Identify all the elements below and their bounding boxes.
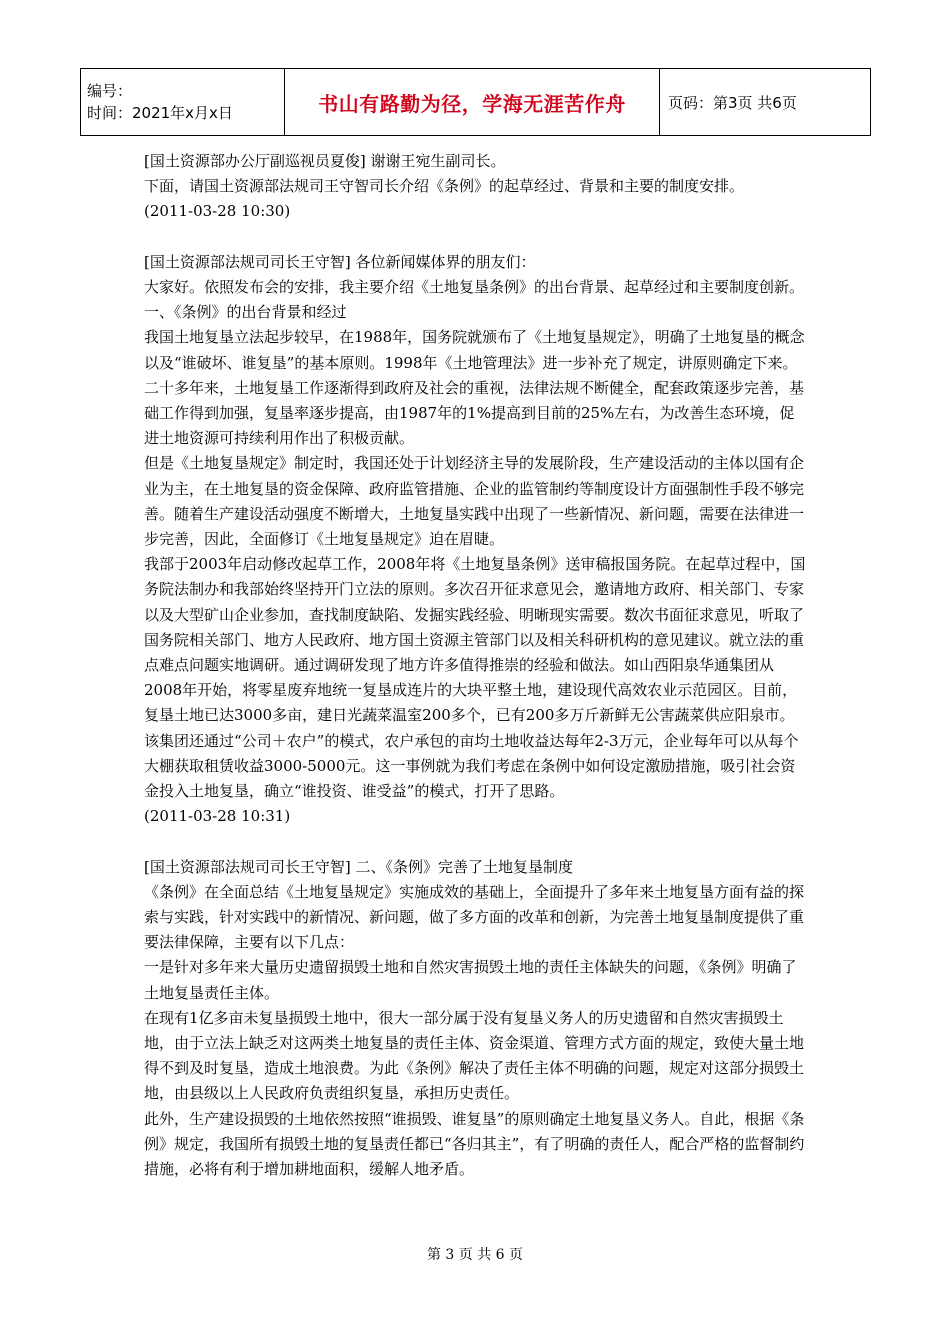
header-motto: 书山有路勤为径，学海无涯苦作舟 [318,91,626,116]
timestamp: (2011-03-28 10:31) [144,807,291,826]
paragraph: 但是《土地复垦规定》制定时，我国还处于计划经济主导的发展阶段，生产建设活动的主体以国有企业为主，在土地复垦的资金保障、政府监管措施、企业的监管制约等制度设计方面强制性手段不够完善。随着生产建设活动强度不断增大，土地复垦实践中出现了一些新情况、新问题，需要在法律进一步完善，因此，全面修订《土地复垦规定》迫在眉睫。 [144,454,805,549]
paragraph: 下面，请国土资源部法规司王守智司长介绍《条例》的起草经过、背景和主要的制度安排。 [144,177,745,196]
header-page-label: 页码：第3页 共6页 [668,93,797,112]
speaker-paragraph: [国土资源部法规司司长王守智] 各位新闻媒体界的朋友们： [144,252,536,271]
document-date-label: 时间：2021年x月x日 [87,104,233,122]
blank-line [144,225,808,250]
paragraph: 一是针对多年来大量历史遗留损毁土地和自然灾害损毁土地的责任主体缺失的问题，《条例》明确了土地复垦责任主体。 [144,958,797,1002]
paragraph: 大家好。依照发布会的安排，我主要介绍《土地复垦条例》的出台背景、起草经过和主要制度创新。 [144,278,805,296]
paragraph: 《条例》在全面总结《土地复垦规定》实施成效的基础上，全面提升了多年来土地复垦方面有益的探索与实践，针对实践中的新情况、新问题，做了多方面的改革和创新，为完善土地复垦制度提供了重要法律保障，主要有以下几点： [144,882,805,952]
speaker-paragraph: [国土资源部法规司司长王守智] 二、《条例》完善了土地复垦制度 [144,857,573,876]
header-left-cell [81,69,285,136]
header-motto-cell [285,69,660,136]
section-heading: 一、《条例》的出台背景和经过 [144,303,347,322]
paragraph: 我部于2003年启动修改起草工作，2008年将《土地复垦条例》送审稿报国务院。在起草过程中，国务院法制办和我部始终坚持开门立法的原则。多次召开征求意见会，邀请地方政府、相关部门、专家以及大型矿山企业参加，查找制度缺陷、发掘实践经验、明晰现实需要。数次书面征求意见，听取了国务院相关部门、地方人民政府、地方国土资源主管部门以及相关科研机构的意见建议。就立法的重点难点问题实地调研。通过调研发现了地方许多值得推崇的经验和做法。如山西阳泉华通集团从2008年开始，将零星废弃地统一复垦成连片的大块平整土地，建设现代高效农业示范园区。目前，复垦土地已达3000多亩，建日光蔬菜温室200多个，已有200多万斤新鲜无公害蔬菜供应阳泉市。该集团还通过“公司＋农户”的模式，农户承包的亩均土地收益达每年2-3万元，企业每年可以从每个大棚获取租赁收益3000-5000元。这一事例就为我们考虑在条例中如何设定激励措施，吸引社会资金投入土地复垦，确立“谁投资、谁受益”的模式，打开了思路。 [144,555,806,801]
paragraph: [国土资源部办公厅副巡视员夏俊] 谢谢王宛生副司长。 [144,152,506,170]
paragraph: 此外，生产建设损毁的土地依然按照“谁损毁、谁复垦”的原则确定土地复垦义务人。自此，根据《条例》规定，我国所有损毁土地的复垦责任都已“各归其主”，有了明确的责任人，配合严格的监督制约措施，必将有利于增加耕地面积，缓解人地矛盾。 [144,1109,805,1179]
header-page-cell [660,69,871,136]
header-table [80,68,871,136]
document-body [144,149,808,1182]
paragraph: 我国土地复垦立法起步较早，在1988年，国务院就颁布了《土地复垦规定》，明确了土地复垦的概念以及“谁破坏、谁复垦”的基本原则。1998年《土地管理法》进一步补充了规定，讲原则确定下来。二十多年来，土地复垦工作逐渐得到政府及社会的重视，法律法规不断健全，配套政策逐步完善，基础工作得到加强，复垦率逐步提高，由1987年的1%提高到目前的25%左右，为改善生态环境，促进土地资源可持续利用作出了积极贡献。 [144,328,805,448]
page-footer: 第 3 页 共 6 页 [426,1247,524,1263]
paragraph: 在现有1亿多亩未复垦损毁土地中，很大一部分属于没有复垦义务人的历史遗留和自然灾害损毁土地，由于立法上缺乏对这两类土地复垦的责任主体、资金渠道、管理方式方面的规定，致使大量土地得不到及时复垦，造成土地浪费。为此《条例》解决了责任主体不明确的问题，规定对这部分损毁土地，由县级以上人民政府负责组织复垦，承担历史责任。 [144,1008,805,1103]
blank-line [144,829,808,854]
document-number-label: 编号： [87,82,133,100]
timestamp: (2011-03-28 10:30) [144,202,291,221]
